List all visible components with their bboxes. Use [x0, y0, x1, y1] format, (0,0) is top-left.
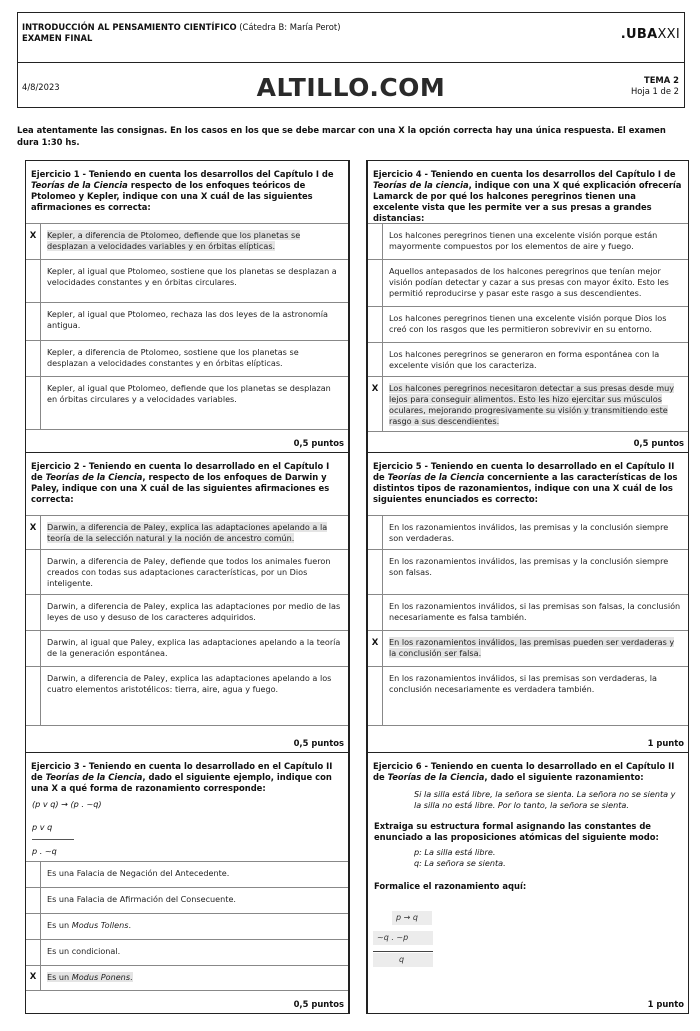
exercise-1-title: Ejercicio 1 - Teniendo en cuenta los desarrollos del Capítulo I de Teorías de la Ciencia respecto de los enfoques teóricos de Ptolomeo y Kepler, indique con una X cuál de las siguientes afirmaciones es correcta: — [31, 169, 334, 212]
option-text: Kepler, a diferencia de Ptolomeo, defiende que los planetas se desplazan a velocidades variables y en órbitas elípticas. — [47, 230, 301, 251]
answer-mark — [26, 631, 41, 666]
answer-mark — [26, 303, 41, 340]
option-text: Darwin, a diferencia de Paley, defiende que todos los animales fueron creados con todas sus adaptaciones características, por un Dios inteligente. — [47, 556, 331, 588]
exercise-2-option-4[interactable] — [26, 630, 348, 666]
option-text: En los razonamientos inválidos, las premisas pueden ser verdaderas y la conclusión ser falsa. — [389, 637, 675, 658]
exercise-3-title: Ejercicio 3 - Teniendo en cuenta lo desarrollado en el Capítulo II de Teorías de la Ciencia, dado el siguiente ejemplo, indique con una X a qué forma de razonamiento corresponde: — [31, 761, 333, 793]
exercise-4-option-2[interactable] — [368, 259, 688, 306]
exercise-5-points: 1 punto — [647, 738, 684, 748]
option-text: Los halcones peregrinos se generaron en forma espontánea con la excelente visión que los caracteriza. — [389, 349, 660, 370]
answer-mark — [26, 940, 41, 965]
right-column — [367, 160, 689, 1014]
answer-mark — [368, 307, 383, 342]
option-text: Es un condicional. — [47, 946, 121, 956]
answer-mark: X — [26, 966, 41, 990]
option-text: Es un Modus Ponens. — [47, 972, 133, 982]
exercise-5-option-3[interactable] — [368, 594, 688, 630]
header-top-row — [18, 13, 684, 63]
option-text: Los halcones peregrinos necesitaron detectar a sus presas desde muy lejos para conseguir alimentos. Esto les hizo ejercitar sus músculos oculares, mejorando progresivamente su visión y transmitiendo este rasgo a sus descendientes. — [389, 383, 675, 426]
exercise-5-option-2[interactable] — [368, 549, 688, 594]
conclusion: p . ~q — [32, 846, 57, 856]
exercise-3-option-5[interactable] — [26, 965, 348, 991]
inference-line — [32, 839, 74, 840]
option-text: Darwin, a diferencia de Paley, explica las adaptaciones por medio de las leyes de uso y desuso de los caracteres adquiridos. — [47, 601, 341, 622]
page-indicator: Hoja 1 de 2 — [631, 86, 679, 96]
answer-mark — [368, 516, 383, 549]
option-text: Kepler, al igual que Ptolomeo, defiende que los planetas se desplazan en órbitas circulares y a velocidades variables. — [47, 383, 331, 404]
option-text: Los halcones peregrinos tienen una excelente visión porque Dios los creó con los rasgos que les permitieron sobrevivir en su entorno. — [389, 313, 667, 334]
exercise-5-option-5[interactable] — [368, 666, 688, 726]
exercise-6 — [368, 753, 688, 1015]
exercise-1-option-3[interactable] — [26, 302, 348, 340]
exercise-4-option-4[interactable] — [368, 342, 688, 376]
course-chair: (Cátedra B: María Perot) — [236, 22, 341, 32]
exercise-2-option-5[interactable] — [26, 666, 348, 726]
altillo-logo: ALTILLO.COM — [256, 73, 446, 102]
option-text: En los razonamientos inválidos, si las premisas son verdaderas, la conclusión necesariamente es verdadera también. — [389, 673, 657, 694]
answer-mark: X — [368, 631, 383, 666]
exercise-4-title: Ejercicio 4 - Teniendo en cuenta los desarrollos del Capítulo I de Teorías de la ciencia, indique con una X qué explicación ofrecería Lamarck de por qué los halcones peregrinos tienen una excelente vista que les permite ver a sus presas a grandes distancias: — [373, 169, 682, 223]
option-text: En los razonamientos inválidos, las premisas y la conclusión siempre son falsas. — [389, 556, 669, 577]
answer-mark — [368, 260, 383, 306]
exercise-1 — [26, 161, 348, 453]
exercise-4-option-5[interactable] — [368, 376, 688, 432]
exercise-1-points: 0,5 puntos — [293, 438, 344, 448]
answer-mark — [26, 260, 41, 302]
exercise-6-points: 1 punto — [647, 999, 684, 1009]
option-text: Kepler, a diferencia de Ptolomeo, sostiene que los planetas se desplazan a velocidades constantes y en órbitas elípticas. — [47, 347, 299, 368]
exercise-3-points: 0,5 puntos — [293, 999, 344, 1009]
answer-mark — [26, 595, 41, 630]
exam-date: 4/8/2023 — [22, 82, 60, 92]
answer-mark — [26, 667, 41, 725]
option-text: Los halcones peregrinos tienen una excelente visión porque están mayormente compuestos por los elementos de aire y fuego. — [389, 230, 658, 251]
exercise-1-option-2[interactable] — [26, 259, 348, 302]
answer-mark — [26, 888, 41, 913]
option-text: Es un Modus Tollens. — [47, 920, 132, 930]
formalize-instruction: Formalice el razonamiento aquí: — [374, 881, 527, 891]
exercise-4-points: 0,5 puntos — [633, 438, 684, 448]
uba-logo: .UBAXXI — [620, 27, 680, 42]
formal-inference-line — [373, 951, 433, 952]
formal-premise-1: p → q — [396, 913, 418, 922]
option-text: Aquellos antepasados de los halcones peregrinos que tenían mejor visión podían detectar y cazar a sus presas con mayor éxito. Esto les permitió reproducirse y pasar este rasgo a sus descendientes. — [389, 266, 669, 298]
answer-mark — [26, 550, 41, 594]
exercise-5-option-1[interactable] — [368, 515, 688, 549]
answer-mark — [26, 377, 41, 429]
option-text: Kepler, al igual que Ptolomeo, sostiene que los planetas se desplazan a velocidades constantes y en órbitas circulares. — [47, 266, 337, 287]
exercise-2-option-1[interactable] — [26, 515, 348, 549]
answer-mark — [26, 914, 41, 939]
option-text: Darwin, a diferencia de Paley, explica las adaptaciones apelando a los cuatro elementos aristotélicos: tierra, aire, agua y fuego. — [47, 673, 332, 694]
answer-mark — [368, 224, 383, 259]
premise-1: (p v q) → (p . ~q) — [32, 799, 102, 809]
argument-text: Si la silla está libre, la señora se sienta. La señora no se sienta y la silla no está libre. Por lo tanto, la señora se sienta. — [414, 789, 676, 810]
answer-mark — [368, 595, 383, 630]
answer-mark: X — [368, 377, 383, 431]
exercise-3-option-2[interactable] — [26, 887, 348, 913]
left-column — [25, 160, 349, 1014]
p-definition: p: La silla está libre. — [414, 847, 496, 857]
extract-instruction: Extraiga su estructura formal asignando las constantes de enunciado a las proposiciones atómicas del siguiente modo: — [374, 821, 659, 842]
exercise-3-option-1[interactable] — [26, 861, 348, 887]
exam-header — [17, 12, 685, 108]
exercise-4-option-3[interactable] — [368, 306, 688, 342]
exercise-4-option-1[interactable] — [368, 223, 688, 259]
exercise-2-points: 0,5 puntos — [293, 738, 344, 748]
instructions: Lea atentamente las consignas. En los casos en los que se debe marcar con una X la opción correcta hay una única respuesta. El examen dura 1:30 hs. — [17, 125, 666, 147]
tema-label: TEMA 2 — [644, 75, 679, 85]
tema-info — [631, 75, 679, 97]
answer-mark: X — [26, 516, 41, 549]
formal-conclusion: q — [399, 955, 405, 964]
option-text: En los razonamientos inválidos, las premisas y la conclusión siempre son verdaderas. — [389, 522, 669, 543]
exercise-2-option-2[interactable] — [26, 549, 348, 594]
answer-mark: X — [26, 224, 41, 259]
option-text: Es una Falacia de Afirmación del Consecuente. — [47, 894, 236, 904]
exercise-5-option-4[interactable] — [368, 630, 688, 666]
option-text: Es una Falacia de Negación del Antecedente. — [47, 868, 230, 878]
exercise-2-title: Ejercicio 2 - Teniendo en cuenta lo desarrollado en el Capítulo I de Teorías de la Ciencia, respecto de los enfoques de Darwin y Paley, indique con una X cuál de las siguientes afirmaciones es correcta: — [31, 461, 330, 504]
answer-mark — [368, 343, 383, 376]
exercise-3-option-4[interactable] — [26, 939, 348, 965]
exercise-6-title: Ejercicio 6 - Teniendo en cuenta lo desarrollado en el Capítulo II de Teorías de la Ciencia, dado el siguiente razonamiento: — [373, 761, 675, 782]
option-text: En los razonamientos inválidos, si las premisas son falsas, la conclusión necesariamente es falsa también. — [389, 601, 681, 622]
exercise-3-option-3[interactable] — [26, 913, 348, 939]
exercise-1-option-1[interactable] — [26, 223, 348, 259]
course-info — [22, 22, 340, 44]
course-title: INTRODUCCIÓN AL PENSAMIENTO CIENTÍFICO — [22, 22, 237, 32]
answer-mark — [368, 667, 383, 725]
exam-type: EXAMEN FINAL — [22, 33, 93, 43]
option-text: Darwin, al igual que Paley, explica las adaptaciones apelando a la teoría de la generación espontánea. — [47, 637, 341, 658]
answer-mark — [368, 550, 383, 594]
exercise-2 — [26, 453, 348, 753]
exercise-2-option-3[interactable] — [26, 594, 348, 630]
formal-premise-2: ~q . ~p — [377, 933, 409, 942]
exercise-5 — [368, 453, 688, 753]
q-definition: q: La señora se sienta. — [414, 858, 506, 868]
option-text: Darwin, a diferencia de Paley, explica las adaptaciones apelando a la teoría de la selección natural y la noción de ancestro común. — [47, 522, 328, 543]
exercise-4 — [368, 161, 688, 453]
exercise-3 — [26, 753, 348, 1015]
exercise-1-option-4[interactable] — [26, 340, 348, 376]
column-gutter — [349, 160, 367, 1014]
exercise-1-option-5[interactable] — [26, 376, 348, 430]
answer-mark — [26, 862, 41, 887]
option-text: Kepler, al igual que Ptolomeo, rechaza las dos leyes de la astronomía antigua. — [47, 309, 329, 330]
answer-mark — [26, 341, 41, 376]
exercise-5-title: Ejercicio 5 - Teniendo en cuenta lo desarrollado en el Capítulo II de Teorías de la Ciencia concerniente a las características de los distintos tipos de razonamientos, indique con una X cuál de los siguientes enunciados es correcto: — [373, 461, 678, 504]
premise-2: p v q — [32, 822, 53, 832]
